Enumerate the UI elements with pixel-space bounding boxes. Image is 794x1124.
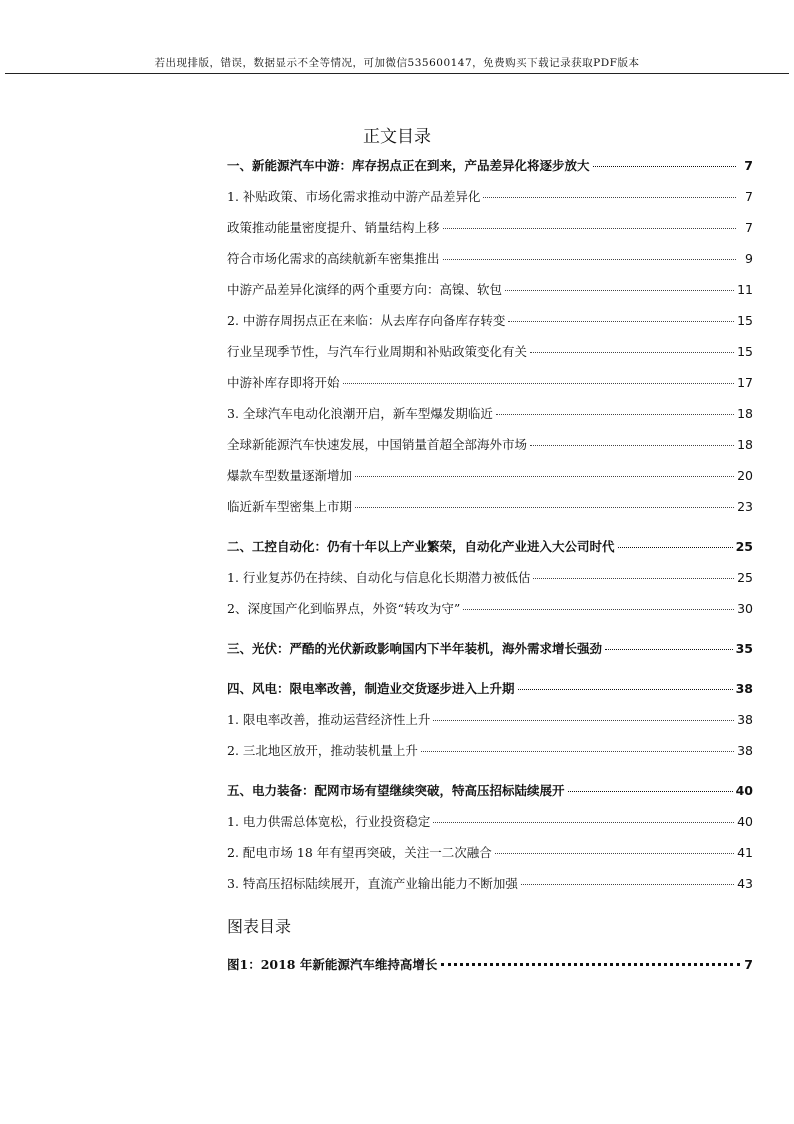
toc-entry-text: 三、光伏：严酷的光伏新政影响国内下半年装机，海外需求增长强劲 xyxy=(227,641,603,656)
dot-leader xyxy=(533,578,734,579)
toc-entry-text: 1. 限电率改善，推动运营经济性上升 xyxy=(227,712,431,727)
dot-leader xyxy=(505,290,734,291)
toc-entry-page: 38 xyxy=(737,743,753,758)
toc-entry[interactable] xyxy=(227,336,753,367)
dot-leader xyxy=(355,476,734,477)
toc-section-entry[interactable] xyxy=(227,150,753,181)
figure-entry-page: 7 xyxy=(744,957,753,972)
toc-entry-page: 25 xyxy=(737,570,753,585)
toc-entry[interactable] xyxy=(227,806,753,837)
dot-leader xyxy=(483,197,736,198)
toc-entry[interactable] xyxy=(227,460,753,491)
toc-entry[interactable] xyxy=(227,398,753,429)
toc-entry[interactable] xyxy=(227,837,753,868)
toc-entry-page: 41 xyxy=(737,845,753,860)
toc-entry-text: 爆款车型数量逐渐增加 xyxy=(227,468,353,483)
toc-entry-page: 20 xyxy=(737,468,753,483)
toc-entry-text: 2. 中游存周拐点正在来临：从去库存向备库存转变 xyxy=(227,313,506,328)
dot-leader xyxy=(355,507,734,508)
toc-entry-page: 7 xyxy=(745,220,753,235)
figure-entry[interactable] xyxy=(227,955,753,973)
dot-leader xyxy=(508,321,734,322)
toc-entry[interactable] xyxy=(227,429,753,460)
figures-title: 图表目录 xyxy=(227,917,292,936)
dot-leader xyxy=(421,751,734,752)
toc-entry-page: 40 xyxy=(737,814,753,829)
toc-entry-page: 11 xyxy=(737,282,753,297)
section-gap xyxy=(227,664,753,673)
toc-section-entry[interactable] xyxy=(227,531,753,562)
toc-entry-text: 一、新能源汽车中游：库存拐点正在到来，产品差异化将逐步放大 xyxy=(227,158,590,173)
toc-entry[interactable] xyxy=(227,868,753,899)
dot-leader xyxy=(495,853,734,854)
toc-entry-page: 43 xyxy=(737,876,753,891)
dot-leader xyxy=(496,414,734,415)
dot-leader xyxy=(568,791,733,792)
dot-leader xyxy=(463,609,734,610)
toc-entry-text: 2、深度国产化到临界点，外资“转攻为守” xyxy=(227,601,461,616)
toc-entry-text: 行业呈现季节性，与汽车行业周期和补贴政策变化有关 xyxy=(227,344,528,359)
dot-leader xyxy=(605,649,733,650)
header-banner: 若出现排版，错误，数据显示不全等情况，可加微信535600147，免费购买下载记录获取PDF版本 xyxy=(154,57,640,69)
toc-entry[interactable] xyxy=(227,735,753,766)
toc-entry-text: 中游补库存即将开始 xyxy=(227,375,340,390)
toc-entry[interactable] xyxy=(227,181,753,212)
toc-title: 正文目录 xyxy=(363,127,431,147)
toc-entry-text: 1. 行业复苏仍在持续、自动化与信息化长期潜力被低估 xyxy=(227,570,531,585)
toc-entry[interactable] xyxy=(227,243,753,274)
dot-leader xyxy=(343,383,735,384)
toc-section-entry[interactable] xyxy=(227,775,753,806)
dot-leader xyxy=(441,963,740,966)
toc-entry-page: 35 xyxy=(735,641,753,656)
toc-entry[interactable] xyxy=(227,305,753,336)
toc-entry[interactable] xyxy=(227,367,753,398)
toc-entry[interactable] xyxy=(227,704,753,735)
toc-entry-text: 符合市场化需求的高续航新车密集推出 xyxy=(227,251,440,266)
header-divider xyxy=(5,73,789,74)
toc-entry-page: 15 xyxy=(737,313,753,328)
toc-entry-text: 2. 三北地区放开，推动装机量上升 xyxy=(227,743,418,758)
toc-entry[interactable] xyxy=(227,562,753,593)
section-gap xyxy=(227,766,753,775)
toc-entry-text: 临近新车型密集上市期 xyxy=(227,499,353,514)
toc-entry-page: 17 xyxy=(737,375,753,390)
toc-entry-page: 38 xyxy=(735,681,753,696)
dot-leader xyxy=(443,228,736,229)
dot-leader xyxy=(530,445,734,446)
toc-entry[interactable] xyxy=(227,212,753,243)
toc-entry-text: 二、工控自动化：仍有十年以上产业繁荣，自动化产业进入大公司时代 xyxy=(227,539,615,554)
toc-entry[interactable] xyxy=(227,274,753,305)
dot-leader xyxy=(433,720,734,721)
toc-entry-text: 1. 电力供需总体宽松，行业投资稳定 xyxy=(227,814,431,829)
toc-entry-text: 3. 全球汽车电动化浪潮开启，新车型爆发期临近 xyxy=(227,406,493,421)
toc-entry-page: 9 xyxy=(745,251,753,266)
dot-leader xyxy=(521,884,734,885)
toc-entry-text: 四、风电：限电率改善，制造业交货逐步进入上升期 xyxy=(227,681,515,696)
dot-leader xyxy=(433,822,734,823)
toc-entry-text: 中游产品差异化演绎的两个重要方向：高镍、软包 xyxy=(227,282,503,297)
toc-list xyxy=(227,150,753,899)
toc-entry-page: 40 xyxy=(735,783,753,798)
toc-entry-page: 18 xyxy=(737,437,753,452)
dot-leader xyxy=(530,352,734,353)
toc-entry-text: 3. 特高压招标陆续展开，直流产业输出能力不断加强 xyxy=(227,876,518,891)
toc-entry-page: 38 xyxy=(737,712,753,727)
dot-leader xyxy=(443,259,736,260)
toc-entry-page: 30 xyxy=(737,601,753,616)
toc-entry[interactable] xyxy=(227,593,753,624)
toc-entry[interactable] xyxy=(227,491,753,522)
toc-entry-page: 23 xyxy=(737,499,753,514)
toc-entry-page: 18 xyxy=(737,406,753,421)
toc-entry-text: 五、电力装备：配网市场有望继续突破，特高压招标陆续展开 xyxy=(227,783,565,798)
toc-entry-text: 2. 配电市场 18 年有望再突破，关注一二次融合 xyxy=(227,845,492,860)
toc-entry-page: 25 xyxy=(735,539,753,554)
section-gap xyxy=(227,522,753,531)
dot-leader xyxy=(618,547,733,548)
figure-entry-text: 图1：2018 年新能源汽车维持高增长 xyxy=(227,957,438,972)
toc-entry-text: 1. 补贴政策、市场化需求推动中游产品差异化 xyxy=(227,189,481,204)
dot-leader xyxy=(518,689,733,690)
toc-entry-page: 7 xyxy=(744,158,753,173)
toc-section-entry[interactable] xyxy=(227,633,753,664)
toc-entry-text: 政策推动能量密度提升、销量结构上移 xyxy=(227,220,440,235)
dot-leader xyxy=(593,166,736,167)
toc-section-entry[interactable] xyxy=(227,673,753,704)
toc-entry-page: 7 xyxy=(745,189,753,204)
section-gap xyxy=(227,624,753,633)
toc-entry-page: 15 xyxy=(737,344,753,359)
toc-entry-text: 全球新能源汽车快速发展，中国销量首超全部海外市场 xyxy=(227,437,528,452)
